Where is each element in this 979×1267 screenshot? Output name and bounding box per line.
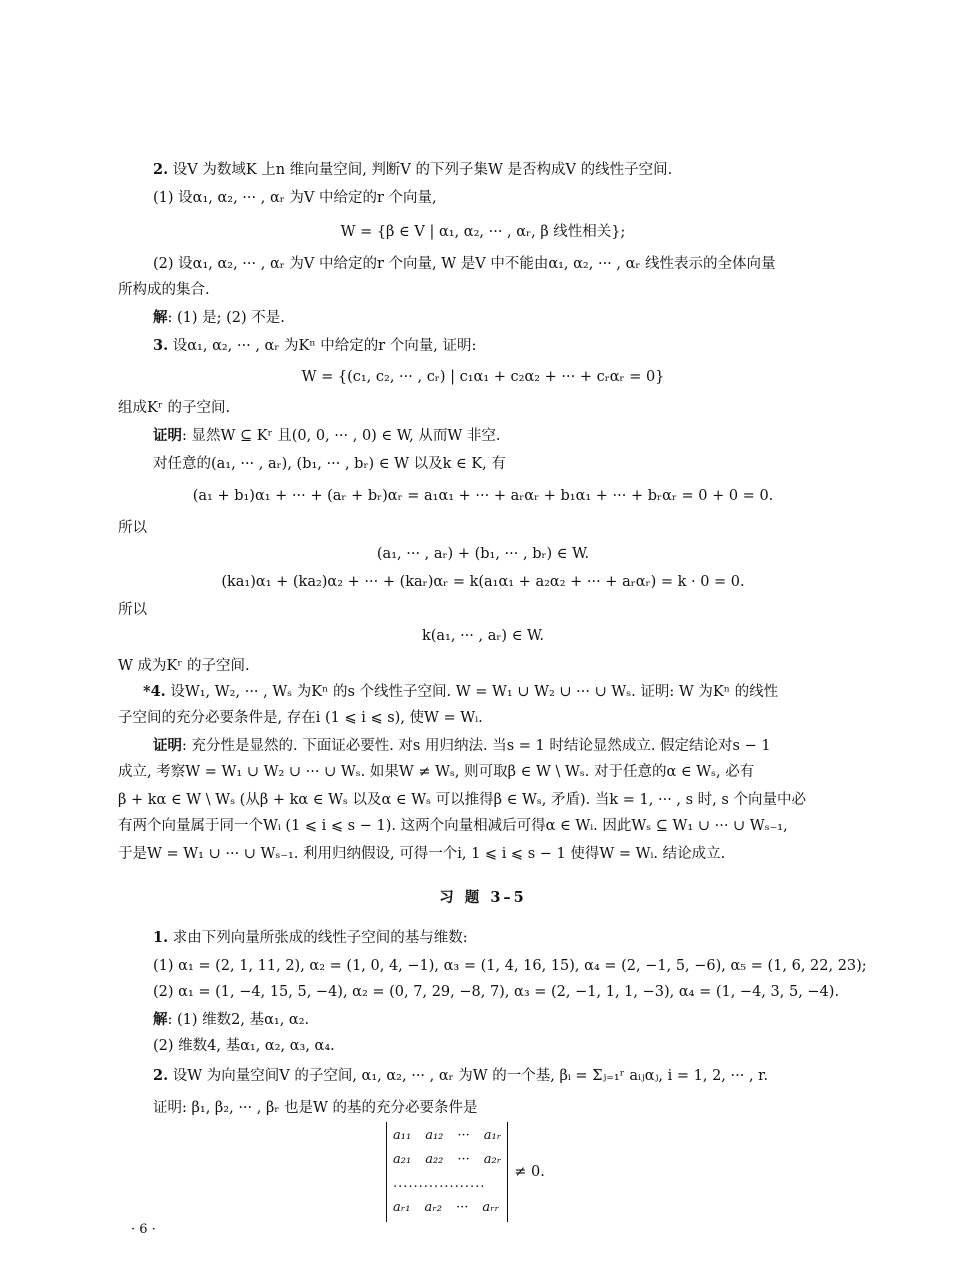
scalar-equation: (ka₁)α₁ + (ka₂)α₂ + ··· + (kaᵣ)αᵣ = k(a₁α₁ + a₂α₂ + ··· + aᵣαᵣ) = k · 0 = 0.: [221, 574, 745, 590]
sum-equation: (a₁ + b₁)α₁ + ··· + (aᵣ + bᵣ)αᵣ = a₁α₁ + ··· + aᵣαᵣ + b₁α₁ + ··· + bᵣαᵣ = 0 + 0 = 0.: [192, 488, 774, 504]
exercise-2-prove: 证明: β₁, β₂, ··· , βᵣ 也是W 的基的充分必要条件是: [153, 1100, 478, 1116]
section-title: 习 题 3–5: [439, 889, 527, 906]
proof-4-line-2: 成立, 考察W = W₁ ∪ W₂ ∪ ··· ∪ Wₛ. 如果W ≠ Wₛ, 则可取β ∈ W \ Wₛ. 对于任意的α ∈ Wₛ, 必有: [118, 764, 755, 780]
exercise-1-solution-2: (2) 维数4, 基α₁, α₂, α₃, α₄.: [153, 1038, 335, 1054]
exercise-1-part-1: (1) α₁ = (2, 1, 11, 2), α₂ = (1, 0, 4, −1), α₃ = (1, 4, 16, 15), α₄ = (2, −1, 5, −6), α₅ = (1, 6, 22, 23);: [153, 958, 867, 974]
so-label-2: 所以: [118, 602, 147, 618]
exercise-1-part-2: (2) α₁ = (1, −4, 15, 5, −4), α₂ = (0, 7, 29, −8, 7), α₃ = (2, −1, 1, 1, −3), α₄ = (1, −4, 3, 5, −4).: [153, 984, 840, 1000]
proof-4-line-1: 证明: 充分性是显然的. 下面证必要性. 对s 用归纳法. 当s = 1 时结论显然成立. 假定结论对s − 1: [153, 737, 771, 754]
proof-4-line-5: 于是W = W₁ ∪ ··· ∪ Wₛ₋₁. 利用归纳假设, 可得一个i, 1 ⩽ i ⩽ s − 1 使得W = Wᵢ. 结论成立.: [118, 846, 726, 862]
problem-4-statement-cont: 子空间的充分必要条件是, 存在i (1 ⩽ i ⩽ s), 使W = Wᵢ.: [118, 710, 483, 726]
solution-2: 解: (1) 是; (2) 不是.: [153, 309, 285, 326]
subspace-formula: W = {(c₁, c₂, ··· , cᵣ) | c₁α₁ + c₂α₂ + ··· + cᵣαᵣ = 0}: [301, 369, 665, 385]
proof-3-line-2: 对任意的(a₁, ··· , aᵣ), (b₁, ··· , bᵣ) ∈ W 以及k ∈ K, 有: [153, 456, 506, 472]
scalar-membership: k(a₁, ··· , aᵣ) ∈ W.: [421, 628, 545, 644]
problem-3-conclusion: 组成Kʳ 的子空间.: [118, 400, 231, 416]
matrix-row-r: aᵣ₁ aᵣ₂ ··· aᵣᵣ: [393, 1200, 500, 1215]
sum-membership: (a₁, ··· , aᵣ) + (b₁, ··· , bᵣ) ∈ W.: [376, 546, 590, 562]
matrix-row-dots: ..................: [393, 1176, 486, 1191]
exercise-1-statement: 1. 求由下列向量所张成的线性子空间的基与维数:: [153, 929, 468, 946]
exercise-2-statement: 2. 设W 为向量空间V 的子空间, α₁, α₂, ··· , αᵣ 为W 的一个基, βᵢ = Σⱼ₌₁ʳ aᵢⱼαⱼ, i = 1, 2, ··· , r.: [153, 1067, 769, 1084]
problem-4-statement: *4. 设W₁, W₂, ··· , Wₛ 为Kⁿ 的s 个线性子空间. W = W₁ ∪ W₂ ∪ ··· ∪ Wₛ. 证明: W 为Kⁿ 的线性: [143, 683, 779, 700]
matrix-row-2: a₂₁ a₂₂ ··· a₂ᵣ: [393, 1152, 502, 1167]
nonzero-relation: ≠ 0.: [514, 1164, 545, 1180]
proof-4-line-4: 有两个向量属于同一个Wᵢ (1 ⩽ i ⩽ s − 1). 这两个向量相减后可得α ∈ Wᵢ. 因此Wₛ ⊆ W₁ ∪ ··· ∪ Wₛ₋₁,: [118, 818, 788, 834]
so-label-1: 所以: [118, 520, 147, 536]
problem-2-part-2-cont: 所构成的集合.: [118, 282, 210, 298]
problem-2-part-2: (2) 设α₁, α₂, ··· , αᵣ 为V 中给定的r 个向量, W 是V 中不能由α₁, α₂, ··· , αᵣ 线性表示的全体向量: [153, 256, 776, 272]
proof-4-line-3: β + kα ∈ W \ Wₛ (从β + kα ∈ Wₛ 以及α ∈ Wₛ 可以推得β ∈ Wₛ, 矛盾). 当k = 1, ··· , s 时, s 个向量中必: [118, 792, 806, 808]
problem-3-statement: 3. 设α₁, α₂, ··· , αᵣ 为Kⁿ 中给定的r 个向量, 证明:: [153, 337, 477, 354]
proof-3-line-1: 证明: 显然W ⊆ Kʳ 且(0, 0, ··· , 0) ∈ W, 从而W 非空.: [153, 427, 501, 444]
exercise-1-solution-1: 解: (1) 维数2, 基α₁, α₂.: [153, 1011, 310, 1028]
set-definition-formula: W = {β ∈ V | α₁, α₂, ··· , αᵣ, β 线性相关};: [340, 224, 626, 240]
proof-3-conclusion: W 成为Kʳ 的子空间.: [118, 658, 250, 674]
problem-2-part-1: (1) 设α₁, α₂, ··· , αᵣ 为V 中给定的r 个向量,: [153, 190, 437, 206]
determinant-matrix: [386, 1122, 508, 1222]
page-number: · 6 ·: [131, 1222, 156, 1237]
problem-2-statement: 2. 设V 为数域K 上n 维向量空间, 判断V 的下列子集W 是否构成V 的线性子空间.: [153, 161, 673, 178]
determinant-condition: [386, 1122, 545, 1222]
matrix-row-1: a₁₁ a₁₂ ··· a₁ᵣ: [393, 1128, 502, 1143]
